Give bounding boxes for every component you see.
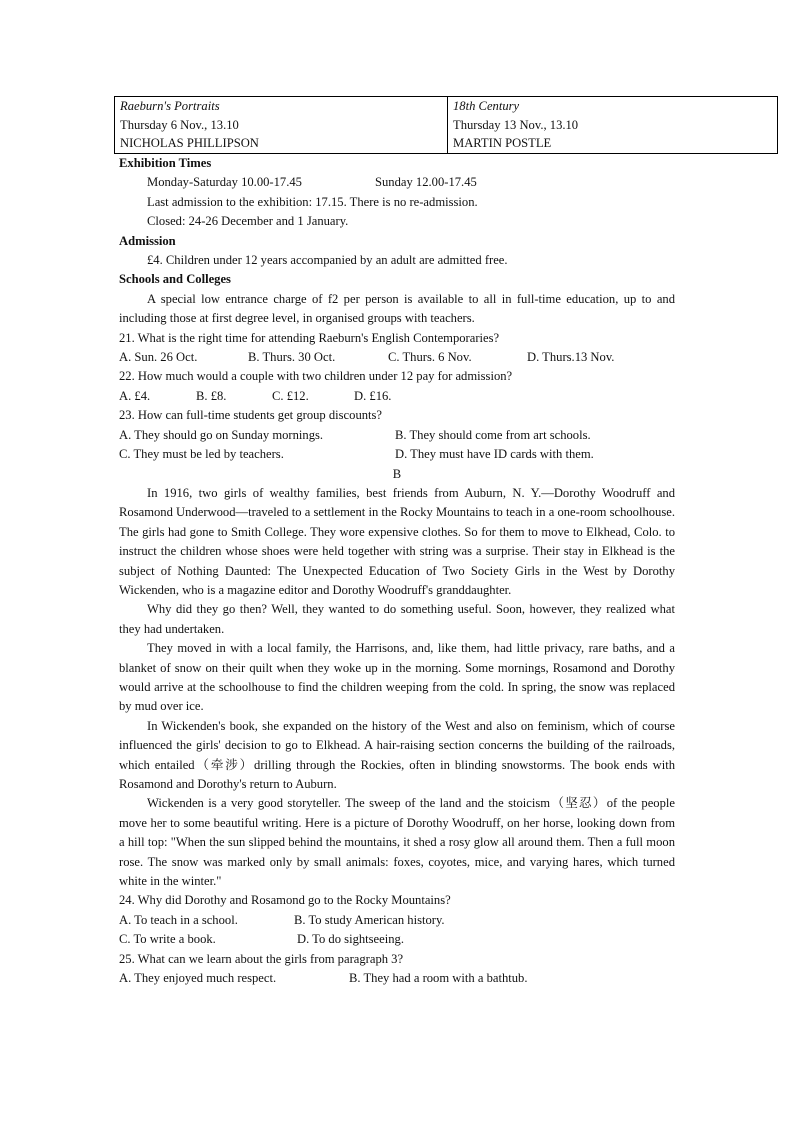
q24-option-c: C. To write a book. (119, 932, 216, 947)
lecture-left-date: Thursday 6 Nov., 13.10 (115, 116, 448, 135)
lecture-table (114, 96, 778, 154)
closed-dates: Closed: 24-26 December and 1 January. (147, 214, 349, 229)
lecture-right-speaker: MARTIN POSTLE (448, 134, 778, 153)
q21-option-d: D. Thurs.13 Nov. (527, 350, 615, 365)
admission-heading: Admission (119, 233, 176, 248)
q21-options (119, 348, 675, 367)
q22-options (119, 387, 675, 406)
lecture-left-title: Raeburn's Portraits (115, 97, 448, 116)
q22-option-c: C. £12. (272, 388, 309, 403)
lecture-right-title: 18th Century (448, 97, 778, 116)
schools-text: A special low entrance charge of f2 per person is available to all in full-time education, up to and including those at first degree level, in organised groups with teachers. (119, 291, 675, 326)
admission-text: £4. Children under 12 years accompanied by an adult are admitted free. (147, 253, 508, 268)
q23-options-ab (119, 426, 675, 445)
schools-heading: Schools and Colleges (119, 272, 231, 287)
q22-option-d: D. £16. (354, 388, 392, 403)
q23-options-cd (119, 445, 675, 464)
exhibition-hours (119, 173, 675, 192)
hours-weekday: Monday-Saturday 10.00-17.45 (147, 175, 302, 190)
q25-stem: 25. What can we learn about the girls from paragraph 3? (119, 951, 404, 966)
q21-option-b: B. Thurs. 30 Oct. (248, 350, 336, 365)
passage-paragraph-3: They moved in with a local family, the Harrisons, and, like them, had little privacy, rare baths, and a blanket of snow on their quilt when they woke up in the morning. Some mornings, Rosamond and Dorothy would arrive at the schoolhouse to find the children weeping from the cold. In spring, the snow was replaced by mud over ice. (119, 641, 675, 714)
q23-option-b: B. They should come from art schools. (395, 427, 591, 442)
q25-option-a: A. They enjoyed much respect. (119, 971, 277, 986)
passage-paragraph-1: In 1916, two girls of wealthy families, best friends from Auburn, N. Y.—Dorothy Woodruff and Rosamond Underwood—traveled to a settlement in the Rocky Mountains to teach in a one-room schoolhouse. The girls had gone to Smith College. They wore expensive clothes. So for them to move to Elkhead, Colo. to instruct the children whose shoes were held together with string was a surprise. Their stay in Elkhead is the subject of Nothing Daunted: The Unexpected Education of Two Society Girls in the West by Dorothy Wickenden, who is a magazine editor and Dorothy Woodruff's granddaughter. (119, 485, 675, 597)
q24-option-d: D. To do sightseeing. (297, 932, 404, 947)
q24-option-b: B. To study American history. (294, 912, 445, 927)
q21-option-c: C. Thurs. 6 Nov. (388, 350, 472, 365)
lecture-right-date: Thursday 13 Nov., 13.10 (448, 116, 778, 135)
exhibition-heading: Exhibition Times (119, 156, 212, 170)
q22-option-a: A. £4. (119, 388, 151, 403)
q24-options-ab (119, 911, 675, 930)
q23-stem: 23. How can full-time students get group discounts? (119, 408, 383, 423)
q21-option-a: A. Sun. 26 Oct. (119, 350, 198, 365)
q25-options-ab (119, 969, 675, 988)
passage-paragraph-4: In Wickenden's book, she expanded on the history of the West and also on feminism, which of course influenced the girls' decision to go to Elkhead. A hair-raising section concerns the building of the railroads, which entailed（牵涉）drilling through the Rockies, often in blinding snowstorms. The book ends with Rosamond and Dorothy's return to Auburn. (119, 718, 675, 791)
passage-paragraph-2: Why did they go then? Well, they wanted to do something useful. Soon, however, they realized what they had undertaken. (119, 602, 675, 636)
section-b-label: B (392, 466, 402, 481)
q23-option-c: C. They must be led by teachers. (119, 447, 284, 462)
q22-stem: 22. How much would a couple with two children under 12 pay for admission? (119, 369, 513, 384)
q24-stem: 24. Why did Dorothy and Rosamond go to the Rocky Mountains? (119, 893, 451, 908)
q21-stem: 21. What is the right time for attending Raeburn's English Contemporaries? (119, 330, 500, 345)
passage-paragraph-5: Wickenden is a very good storyteller. The sweep of the land and the stoicism（坚忍）of the people move her to some beautiful writing. Here is a picture of Dorothy Woodruff, on her horse, looking down from a hill top: "When the sun slipped behind the mountains, it shed a rosy glow all around them. Then a full moon rose. The snow was marked only by small animals: foxes, coyotes, mice, and varying hares, which turned white in the winter." (119, 796, 675, 889)
last-admission: Last admission to the exhibition: 17.15. There is no re-admission. (147, 194, 478, 209)
q23-option-d: D. They must have ID cards with them. (395, 447, 594, 462)
lecture-left-speaker: NICHOLAS PHILLIPSON (115, 134, 448, 153)
q25-option-b: B. They had a room with a bathtub. (349, 971, 528, 986)
q24-options-cd (119, 930, 675, 949)
q23-option-a: A. They should go on Sunday mornings. (119, 427, 324, 442)
q22-option-b: B. £8. (196, 388, 227, 403)
q24-option-a: A. To teach in a school. (119, 912, 238, 927)
document-body (119, 154, 675, 988)
hours-sunday: Sunday 12.00-17.45 (375, 175, 477, 190)
